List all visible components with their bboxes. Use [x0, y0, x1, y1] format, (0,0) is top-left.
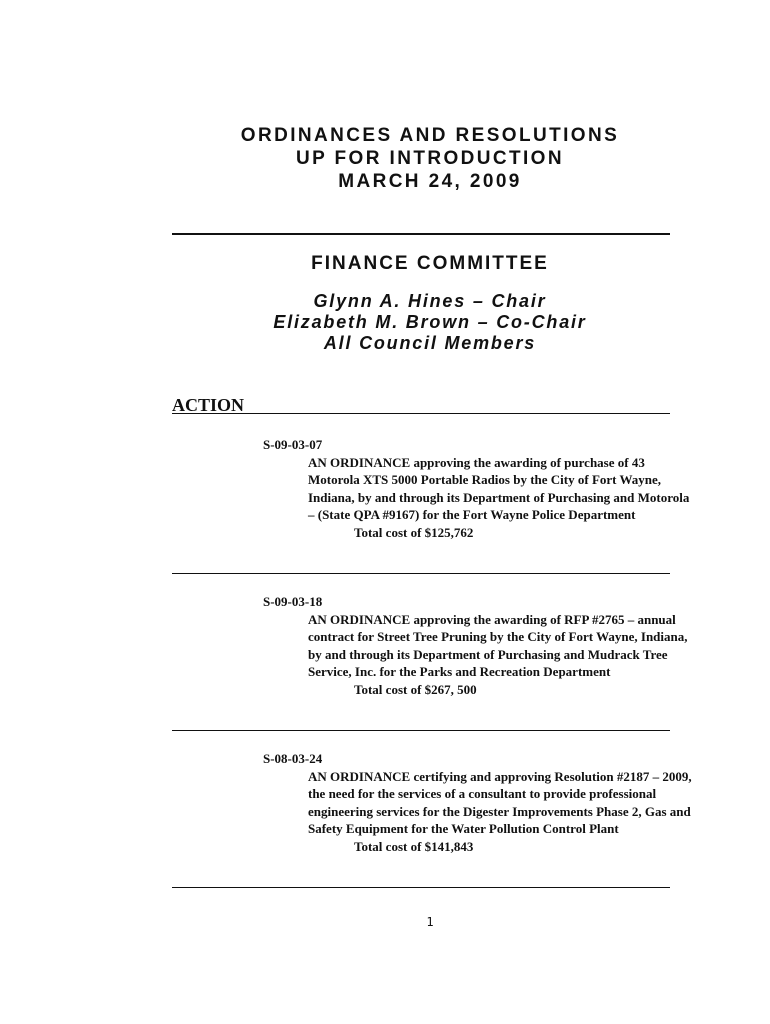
ordinance-total-cost: Total cost of $141,843 [354, 838, 474, 854]
ordinance-item [263, 750, 703, 855]
committee-all-members: All Council Members [323, 333, 537, 353]
ordinance-number: S-08-03-24 [263, 751, 323, 766]
ordinance-total-cost: Total cost of $125,762 [354, 524, 474, 540]
item-divider [172, 887, 670, 888]
title-line-2: UP FOR INTRODUCTION [296, 148, 564, 169]
section-heading: ACTION [172, 395, 245, 415]
ordinance-total-cost: Total cost of $267, 500 [354, 681, 477, 697]
page-number: 1 [426, 915, 434, 929]
ordinance-item [263, 593, 703, 698]
title-line-1: ORDINANCES AND RESOLUTIONS [240, 125, 620, 146]
committee-name: FINANCE COMMITTEE [311, 253, 549, 274]
item-divider [172, 730, 670, 731]
committee-co-chair: Elizabeth M. Brown – Co-Chair [273, 312, 587, 332]
ordinance-item [263, 436, 703, 541]
ordinance-description: AN ORDINANCE approving the awarding of purchase of 43 Motorola XTS 5000 Portable Radios by the City of Fort Wayne, Indiana, by and through its Department of Purchasing and Motorola – (State QPA #9167) for the Fort Wayne Police Department [308, 454, 690, 522]
section-heading-underline [172, 413, 670, 414]
ordinance-number: S-09-03-18 [263, 594, 323, 609]
title-line-3: MARCH 24, 2009 [338, 171, 522, 192]
ordinance-number: S-09-03-07 [263, 437, 323, 452]
committee-members [0, 291, 770, 354]
item-divider [172, 573, 670, 574]
ordinance-description: AN ORDINANCE approving the awarding of RFP #2765 – annual contract for Street Tree Pruning by the City of Fort Wayne, Indiana, by and through its Department of Purchasing and Mudrack Tree Service, Inc. for the Parks and Recreation Department [308, 611, 688, 679]
committee-chair: Glynn A. Hines – Chair [313, 291, 547, 311]
document-title [0, 124, 770, 193]
ordinance-description: AN ORDINANCE certifying and approving Resolution #2187 – 2009, the need for the services of a consultant to provide professional engineering services for the Digester Improvements Phase 2, Gas and Safety Equipment for the Water Pollution Control Plant [308, 768, 692, 836]
title-divider [172, 233, 670, 235]
